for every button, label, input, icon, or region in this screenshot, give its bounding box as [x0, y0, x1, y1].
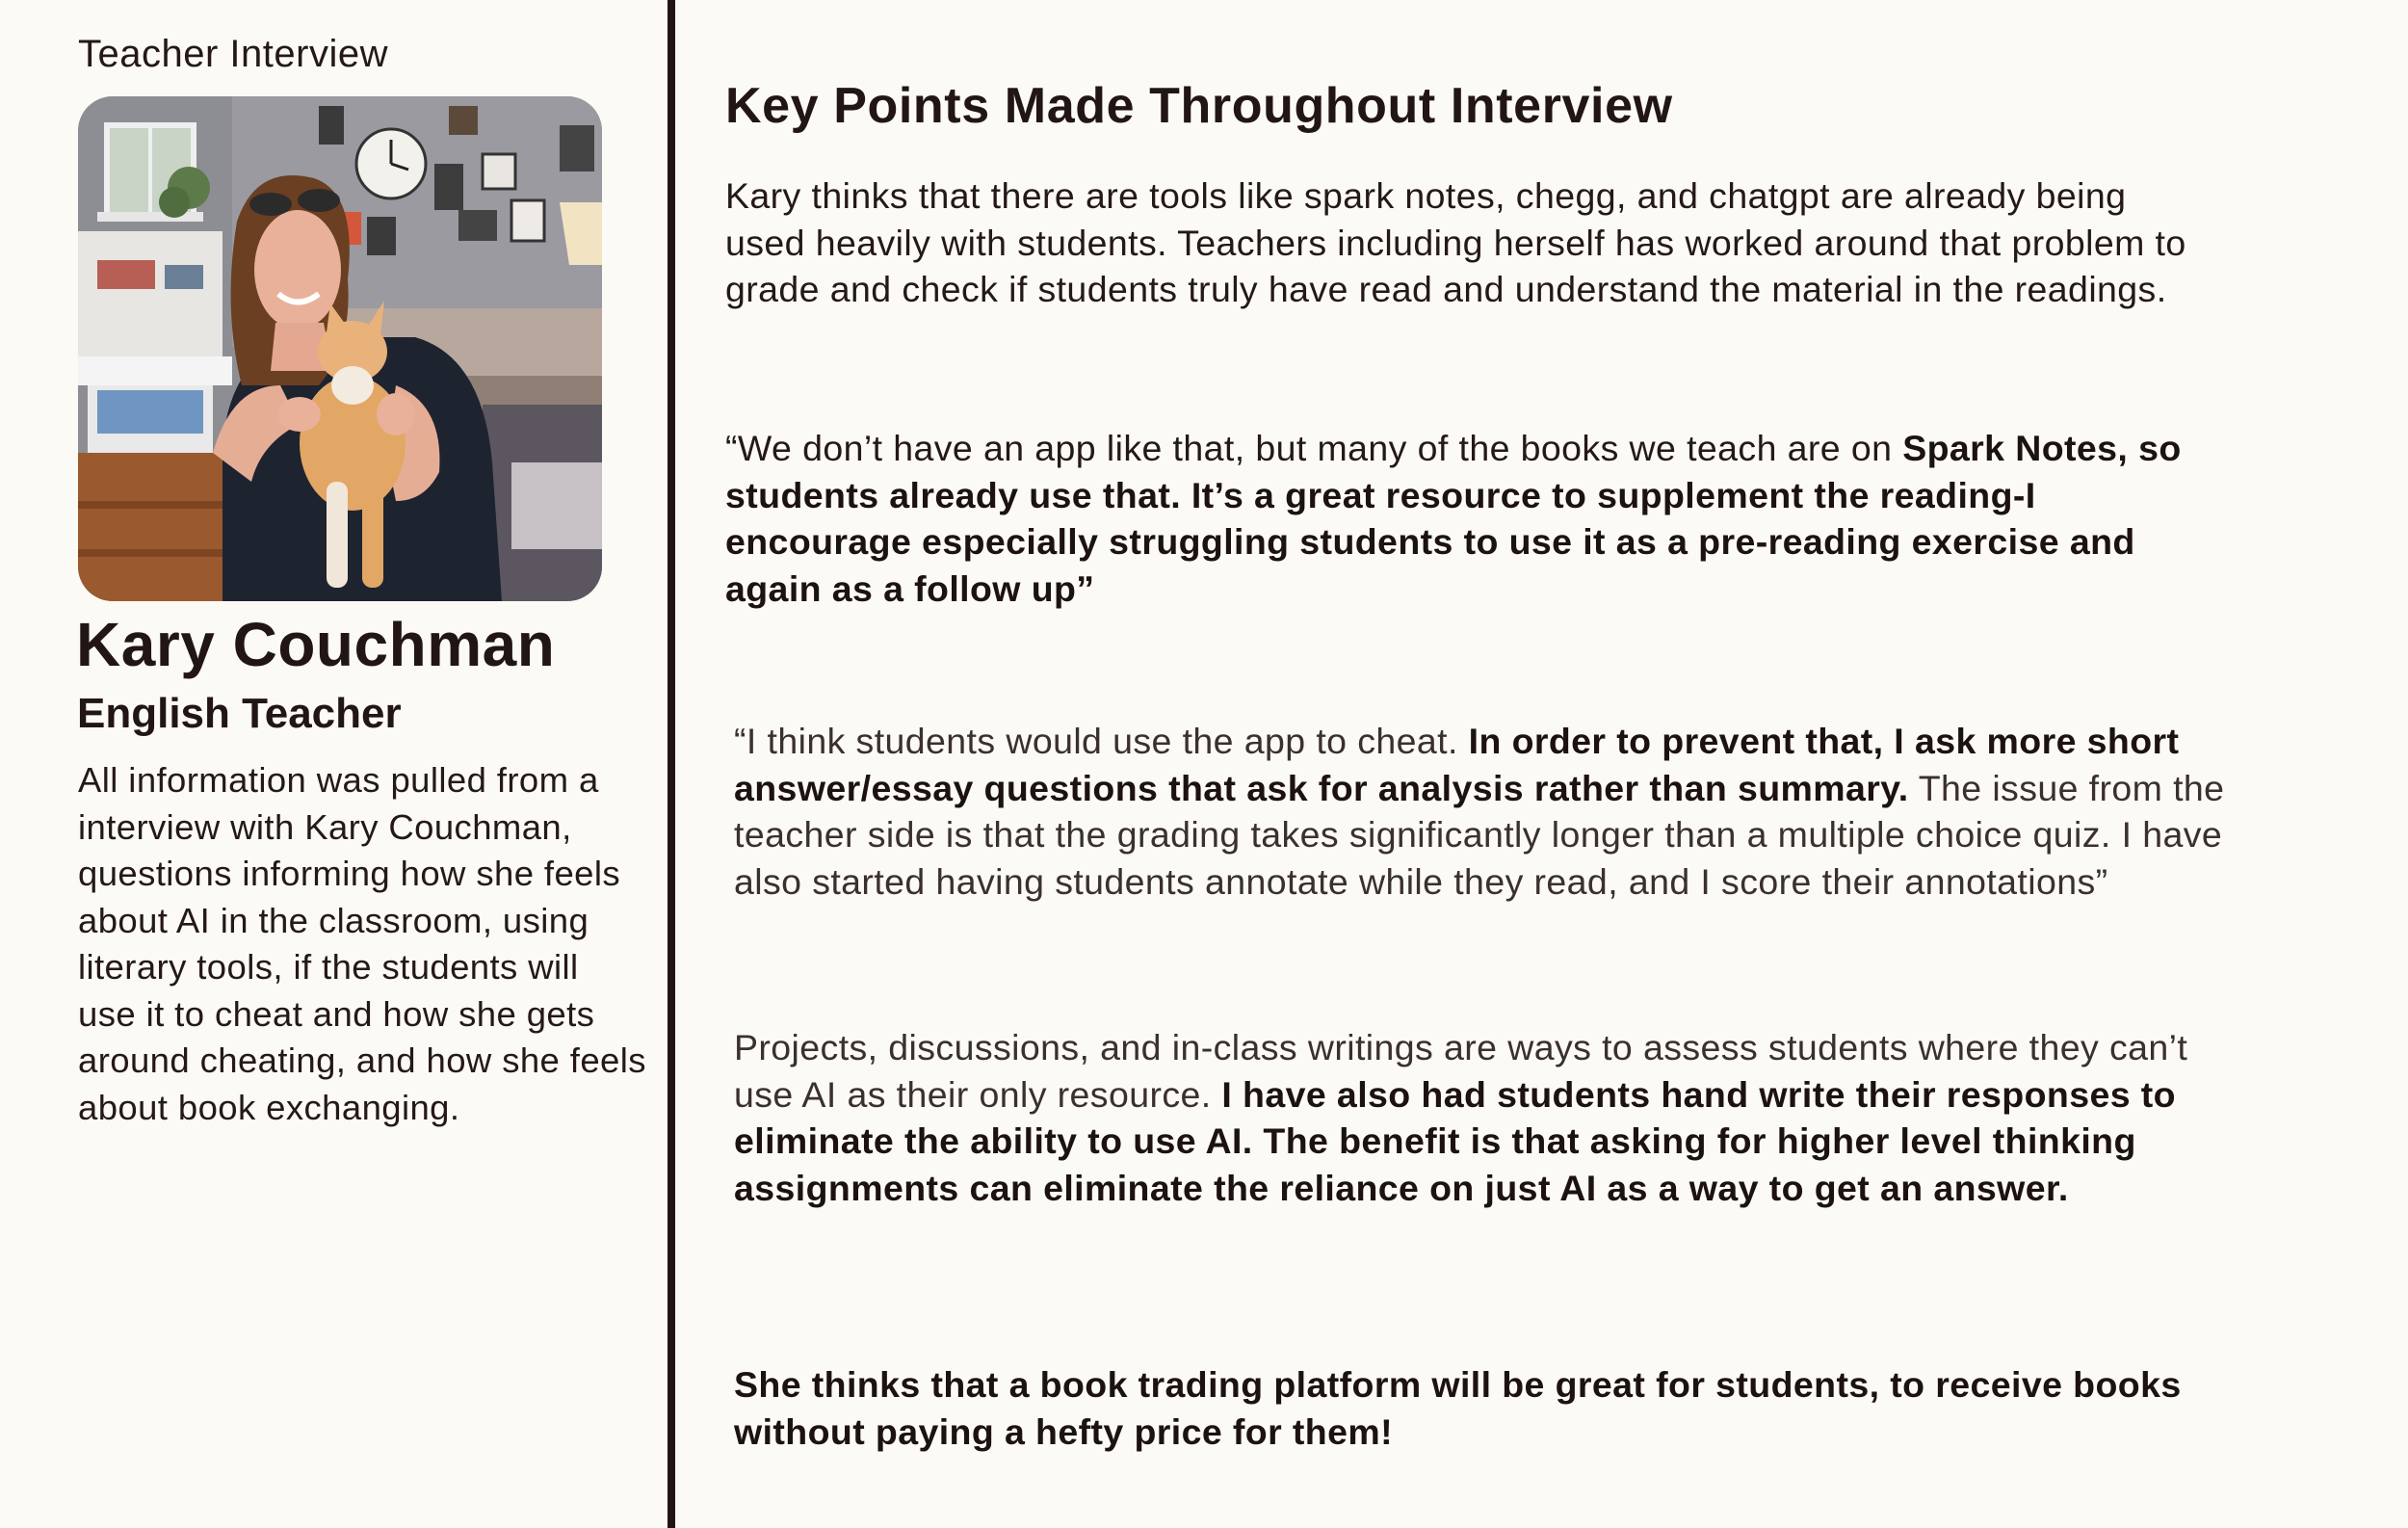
assessment-paragraph	[734, 1024, 2237, 1211]
page-title: Key Points Made Throughout Interview	[725, 78, 1673, 134]
conclusion-text: She thinks that a book trading platform will be great for students, to receive books without paying a hefty price for them!	[734, 1364, 2182, 1452]
quote-cheating	[734, 718, 2237, 905]
assessment-intro: Projects, discussions, and in-class writings are ways to assess students where they can’t use AI as their only resource.	[734, 1027, 2188, 1115]
summary-paragraph: Kary thinks that there are tools like spark notes, chegg, and chatgpt are already being used heavily with students. Teachers including herself has worked around that problem to grade and check if students truly have read and understand the material in the readings.	[725, 175, 2186, 310]
quote-spark-notes-intro: “We don’t have an app like that, but many of the books we teach are on	[725, 428, 1903, 468]
quote-cheating-intro: “I think students would use the app to cheat.	[734, 721, 1469, 761]
profile-photo	[78, 96, 602, 601]
profile-photo-image	[78, 96, 602, 601]
conclusion-paragraph	[734, 1361, 2237, 1455]
profile-panel	[0, 0, 668, 1528]
quote-cheating-rest: The issue from the teacher side is that the grading takes significantly longer than a multiple choice quiz. I have also started having students annotate while they read, and I score their annotations”	[734, 767, 2225, 902]
section-label: Teacher Interview	[78, 33, 388, 75]
quote-cheating-emphasis: In order to prevent that, I ask more short answer/essay questions that ask for analysis rather than summary.	[734, 721, 2180, 808]
assessment-emphasis: I have also had students hand write their responses to eliminate the ability to use AI. The benefit is that asking for higher level thinking assignments can eliminate the reliance on just AI as a way to get an answer.	[734, 1073, 2176, 1208]
person-name: Kary Couchman	[76, 610, 556, 679]
quote-spark-notes-emphasis: Spark Notes, so students already use that. It’s a great resource to supplement the reading-I encourage especially struggling students to use it as a pre-reading exercise and again as a follow up”	[725, 428, 2182, 609]
vertical-divider	[667, 0, 675, 1528]
quote-spark-notes	[725, 425, 2228, 612]
interview-description: All information was pulled from a interview with Kary Couchman, questions informing how she feels about AI in the classroom, using literary tools, if the students will use it to cheat and how she gets around cheating, and how she feels about book exchanging.	[78, 760, 646, 1127]
person-role: English Teacher	[77, 690, 402, 737]
